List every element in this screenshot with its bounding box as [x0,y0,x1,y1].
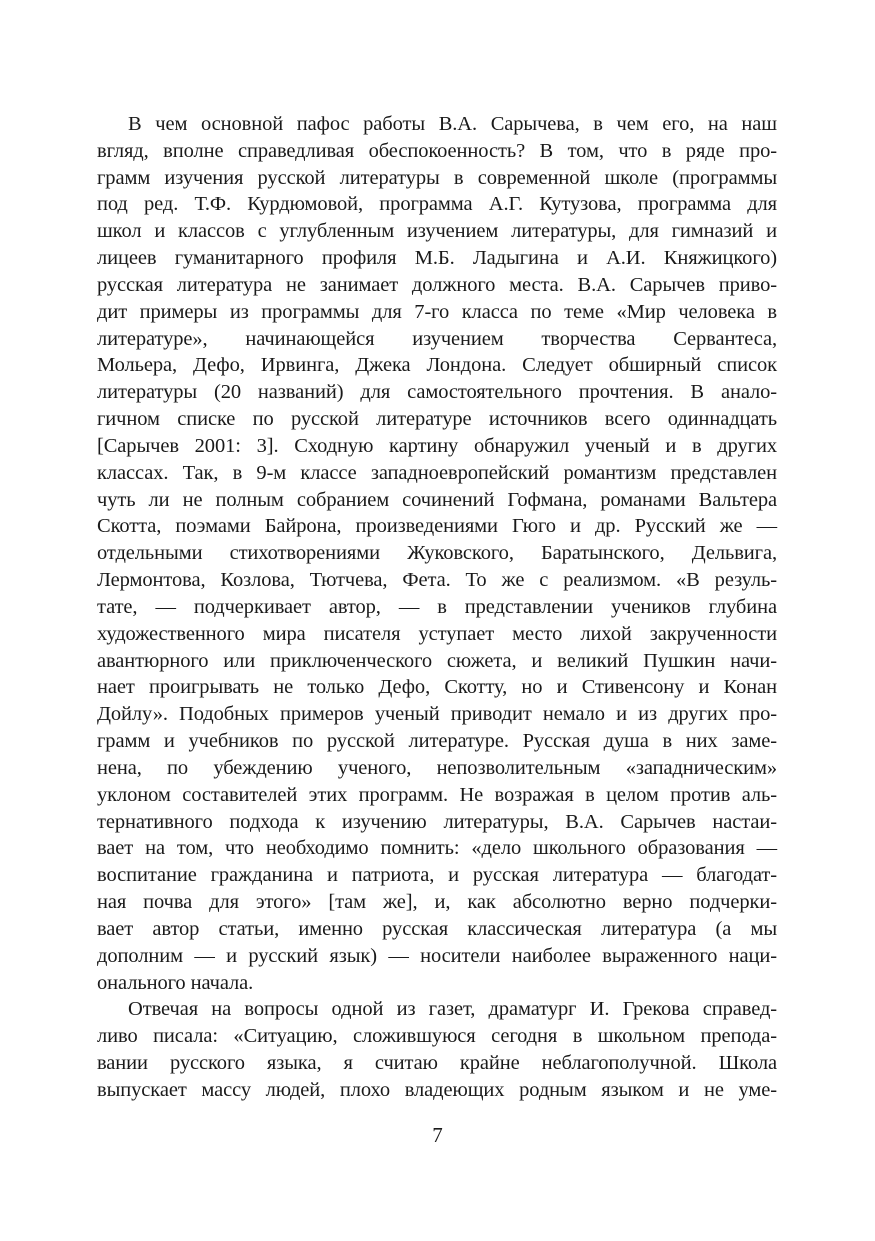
text-line: ная почва для этого» [там же], и, как абсолютно верно подчерки- [97,891,777,914]
text-line: лицеев гуманитарного профиля М.Б. Ладыгина и А.И. Княжицкого) [97,247,777,270]
text-line: Скотта, поэмами Байрона, произведениями Гюго и др. Русский же — [97,515,777,538]
text-line: русская литература не занимает должного места. В.А. Сарычев приво- [97,273,777,296]
text-line: нает проигрывать не только Дефо, Скотту, но и Стивенсону и Конан [97,676,777,699]
text-line: тернативного подхода к изучению литературы, В.А. Сарычев настаи- [97,810,777,833]
text-line: тате, — подчеркивает автор, — в представлении учеников глубина [97,595,777,618]
text-line: отдельными стихотворениями Жуковского, Баратынского, Дельвига, [97,542,777,565]
text-line: вгляд, вполне справедливая обеспокоенность? В том, что в ряде про- [97,139,777,162]
text-line: под ред. Т.Ф. Курдюмовой, программа А.Г. Кутузова, программа для [97,193,777,216]
text-line: онального начала. [97,971,254,994]
text-line: дит примеры из программы для 7-го класса по теме «Мир человека в [97,300,777,323]
text-line: литературы (20 названий) для самостоятельного прочтения. В анало- [97,381,777,404]
text-line: В чем основной пафос работы В.А. Сарычева, в чем его, на наш [128,113,777,135]
text-line: гичном списке по русской литературе источников всего одиннадцать [97,408,777,431]
text-line: Отвечая на вопросы одной из газет, драматург И. Грекова справед- [128,998,777,1021]
text-line: грамм изучения русской литературы в современной школе (программы [97,166,777,189]
text-line: дополним — и русский язык) — носители наиболее выраженного наци- [97,944,777,967]
text-line: школ и классов с углубленным изучением литературы, для гимназий и [97,220,777,243]
text-line: авантюрного или приключенческого сюжета, и великий Пушкин начи- [97,649,777,672]
text-line: литературе», начинающейся изучением творчества Сервантеса, [97,327,777,350]
text-line: художественного мира писателя уступает место лихой закрученности [97,622,777,645]
text-line: воспитание гражданина и патриота, и русская литература — благодат- [97,864,777,887]
text-line: классах. Так, в 9-м классе западноевропейский романтизм представлен [97,461,777,484]
text-line: уклоном составителей этих программ. Не возражая в целом против аль- [97,783,777,806]
text-line: [Сарычев 2001: 3]. Сходную картину обнаружил ученый и в других [97,434,777,457]
text-line: Мольера, Дефо, Ирвинга, Джека Лондона. Следует обширный список [97,354,777,377]
paragraph-1 [97,111,777,996]
text-line: ливо писала: «Ситуацию, сложившуюся сегодня в школьном препода- [97,1025,777,1048]
text-line: вает автор статьи, именно русская классическая литература (а мы [97,917,777,940]
paragraph-2 [97,996,777,1103]
text-line: грамм и учебников по русской литературе. Русская душа в них заме- [97,730,777,753]
text-line: Лермонтова, Козлова, Тютчева, Фета. То же с реализмом. «В резуль- [97,569,777,592]
text-line: вании русского языка, я считаю крайне неблагополучной. Школа [97,1051,777,1074]
text-line: вает на том, что необходимо помнить: «дело школьного образования — [97,837,777,860]
text-line: нена, по убеждению ученого, непозволительным «западническим» [97,756,777,779]
text-line: выпускает массу людей, плохо владеющих родным языком и не уме- [97,1078,777,1101]
body-text [97,111,777,1104]
text-line: Дойлу». Подобных примеров ученый приводит немало и из других про- [97,703,777,726]
text-line: чуть ли не полным собранием сочинений Гофмана, романами Вальтера [97,488,777,511]
page-number: 7 [432,1123,443,1147]
